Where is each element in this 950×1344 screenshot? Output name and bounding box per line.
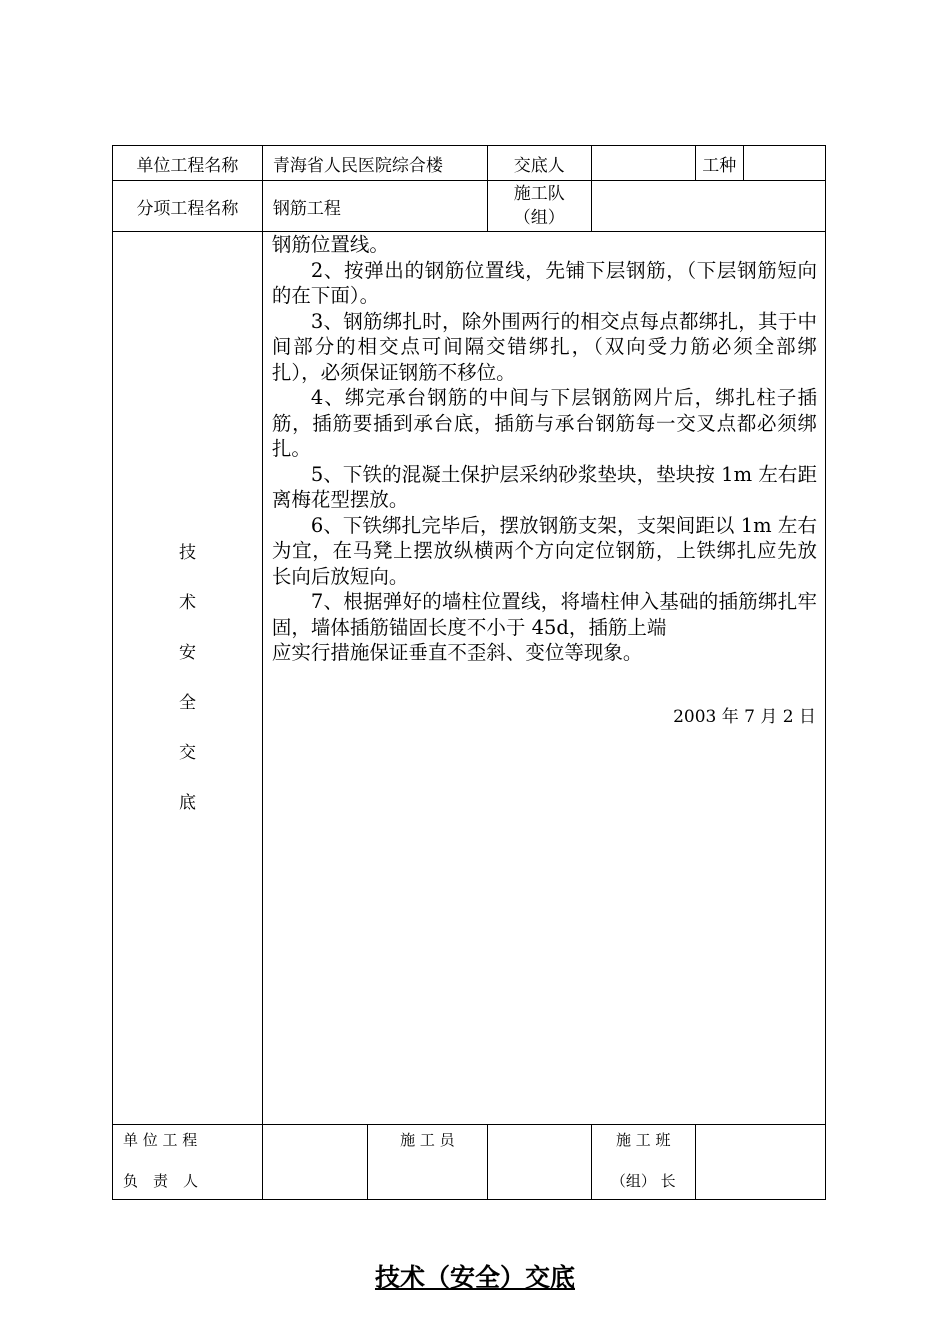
side-char: 底 xyxy=(178,793,196,813)
unit-project-label: 单位工程名称 xyxy=(113,146,263,181)
content-paragraph: 5、下铁的混凝土保护层采纳砂浆垫块，垫块按 1m 左右距离梅花型摆放。 xyxy=(271,462,817,511)
disclosure-date: 2003 年 7 月 2 日 xyxy=(673,707,816,727)
trade-value xyxy=(743,146,825,181)
disclosure-content xyxy=(262,232,825,1125)
trade-label: 工种 xyxy=(695,146,743,181)
side-char: 技 xyxy=(178,543,196,563)
disclosure-table xyxy=(112,145,826,1200)
side-char: 安 xyxy=(178,643,196,663)
content-paragraph: 应实行措施保证垂直不歪斜、变位等现象。 xyxy=(271,641,643,664)
side-label xyxy=(113,232,263,1125)
unit-leader-line2: 负 责 人 xyxy=(123,1172,199,1190)
presenter-label: 交底人 xyxy=(487,146,591,181)
constructor-signature xyxy=(487,1125,591,1200)
footer-title-text: 技术（安全）交底 xyxy=(374,1263,575,1292)
side-char: 术 xyxy=(178,593,196,613)
header-row-2 xyxy=(113,181,826,232)
footer-title xyxy=(0,1258,950,1294)
sub-project-label: 分项工程名称 xyxy=(113,181,263,232)
unit-leader-label xyxy=(113,1125,263,1200)
content-row xyxy=(113,232,826,1125)
content-paragraph: 钢筋位置线。 xyxy=(271,233,389,256)
team-label-line2: （组） xyxy=(513,208,565,228)
signature-row xyxy=(113,1125,826,1200)
content-paragraph: 7、根据弹好的墙柱位置线，将墙柱伸入基础的插筋绑扎牢固，墙体插筋锚固长度不小于 45d，插筋上端 xyxy=(271,590,817,639)
content-paragraph: 4、绑完承台钢筋的中间与下层钢筋网片后，绑扎柱子插筋，插筋要插到承台底，插筋与承台钢筋每一交叉点都必须绑扎。 xyxy=(271,386,817,460)
content-paragraph: 2、按弹出的钢筋位置线，先铺下层钢筋，（下层钢筋短向的在下面）。 xyxy=(271,258,817,307)
team-value xyxy=(591,181,825,232)
unit-leader-signature xyxy=(262,1125,367,1200)
team-leader-line1: 施 工 班 xyxy=(616,1131,671,1149)
content-text xyxy=(272,232,817,666)
side-char: 交 xyxy=(178,743,196,763)
presenter-value xyxy=(591,146,695,181)
header-row-1 xyxy=(113,146,826,181)
unit-project-value: 青海省人民医院综合楼 xyxy=(262,146,487,181)
sub-project-value: 钢筋工程 xyxy=(262,181,487,232)
constructor-label-text: 施 工 员 xyxy=(400,1131,455,1149)
team-leader-line2: （组） 长 xyxy=(610,1172,676,1190)
unit-leader-line1: 单 位 工 程 xyxy=(123,1131,198,1149)
team-leader-label xyxy=(591,1125,695,1200)
team-label-line1: 施工队 xyxy=(513,184,565,204)
team-leader-signature xyxy=(695,1125,825,1200)
content-paragraph: 6、下铁绑扎完毕后，摆放钢筋支架，支架间距以 1m 左右为宜，在马凳上摆放纵横两个方向定位钢筋，上铁绑扎应先放长向后放短向。 xyxy=(271,513,817,588)
content-paragraph: 3、钢筋绑扎时，除外围两行的相交点每点都绑扎，其于中间部分的相交点可间隔交错绑扎，（双向受力筋必须全部绑扎），必须保证钢筋不移位。 xyxy=(271,309,817,384)
constructor-label xyxy=(368,1125,488,1200)
team-label xyxy=(487,181,591,232)
side-char: 全 xyxy=(178,693,196,713)
